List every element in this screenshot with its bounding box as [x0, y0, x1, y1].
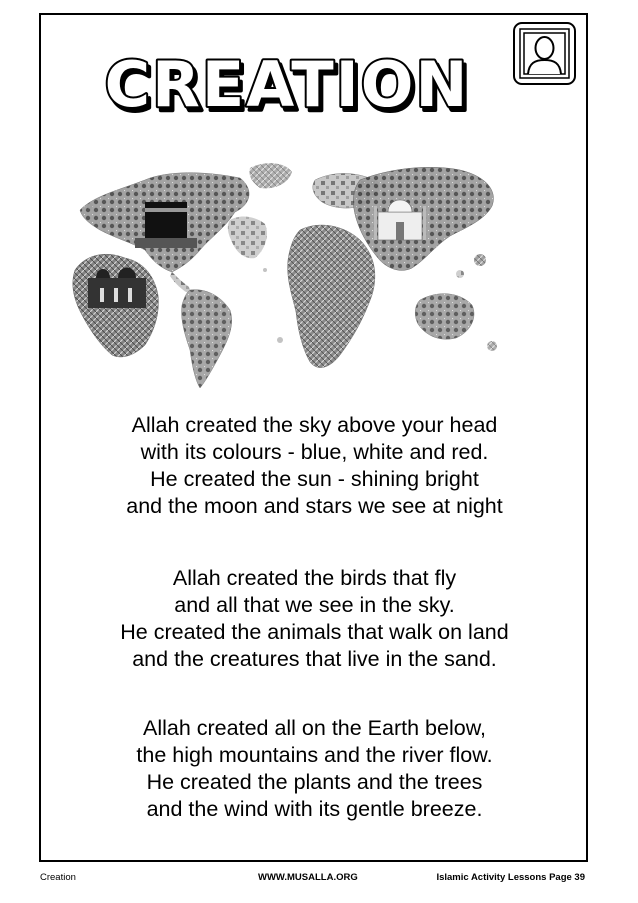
continent-greenland [249, 163, 292, 188]
poem-line: and the wind with its gentle breeze. [146, 797, 483, 821]
poem-line: He created the sun - shining bright [150, 467, 479, 491]
poem-stanza-3 [40, 715, 589, 823]
continent-south-america [182, 290, 232, 388]
landmass-center [228, 217, 267, 259]
poem-line: Allah created the birds that fly [172, 566, 457, 590]
poem-line: Allah created the sky above your head [131, 413, 498, 437]
continent-africa [288, 225, 375, 368]
footer-page-number: Islamic Activity Lessons Page 39 [436, 872, 585, 883]
poem-line: Allah created all on the Earth below, [142, 716, 487, 740]
island [487, 341, 497, 351]
poem-line: the high mountains and the river flow. [136, 743, 493, 767]
island [87, 203, 93, 209]
poem-stanza-1 [40, 412, 589, 520]
poem-line: and the creatures that live in the sand. [132, 647, 497, 671]
poem-stanza-2 [40, 565, 589, 673]
world-map-collage-icon [60, 150, 500, 390]
poem-line: He created the plants and the trees [146, 770, 483, 794]
continent-australia [415, 294, 474, 340]
poem-line: He created the animals that walk on land [120, 620, 509, 644]
person-portrait-icon [513, 22, 576, 85]
footer-website: WWW.MUSALLA.ORG [258, 872, 358, 883]
poem-line: and all that we see in the sky. [174, 593, 455, 617]
page-title-text: CREATION [104, 48, 470, 121]
island [263, 268, 267, 272]
continent-central-america [170, 272, 190, 293]
poem-line: and the moon and stars we see at night [126, 494, 503, 518]
island [277, 337, 283, 343]
footer-section-title: Creation [40, 872, 76, 883]
page-title [92, 36, 482, 126]
poem-line: with its colours - blue, white and red. [140, 440, 489, 464]
island [474, 254, 486, 266]
island [456, 270, 464, 278]
